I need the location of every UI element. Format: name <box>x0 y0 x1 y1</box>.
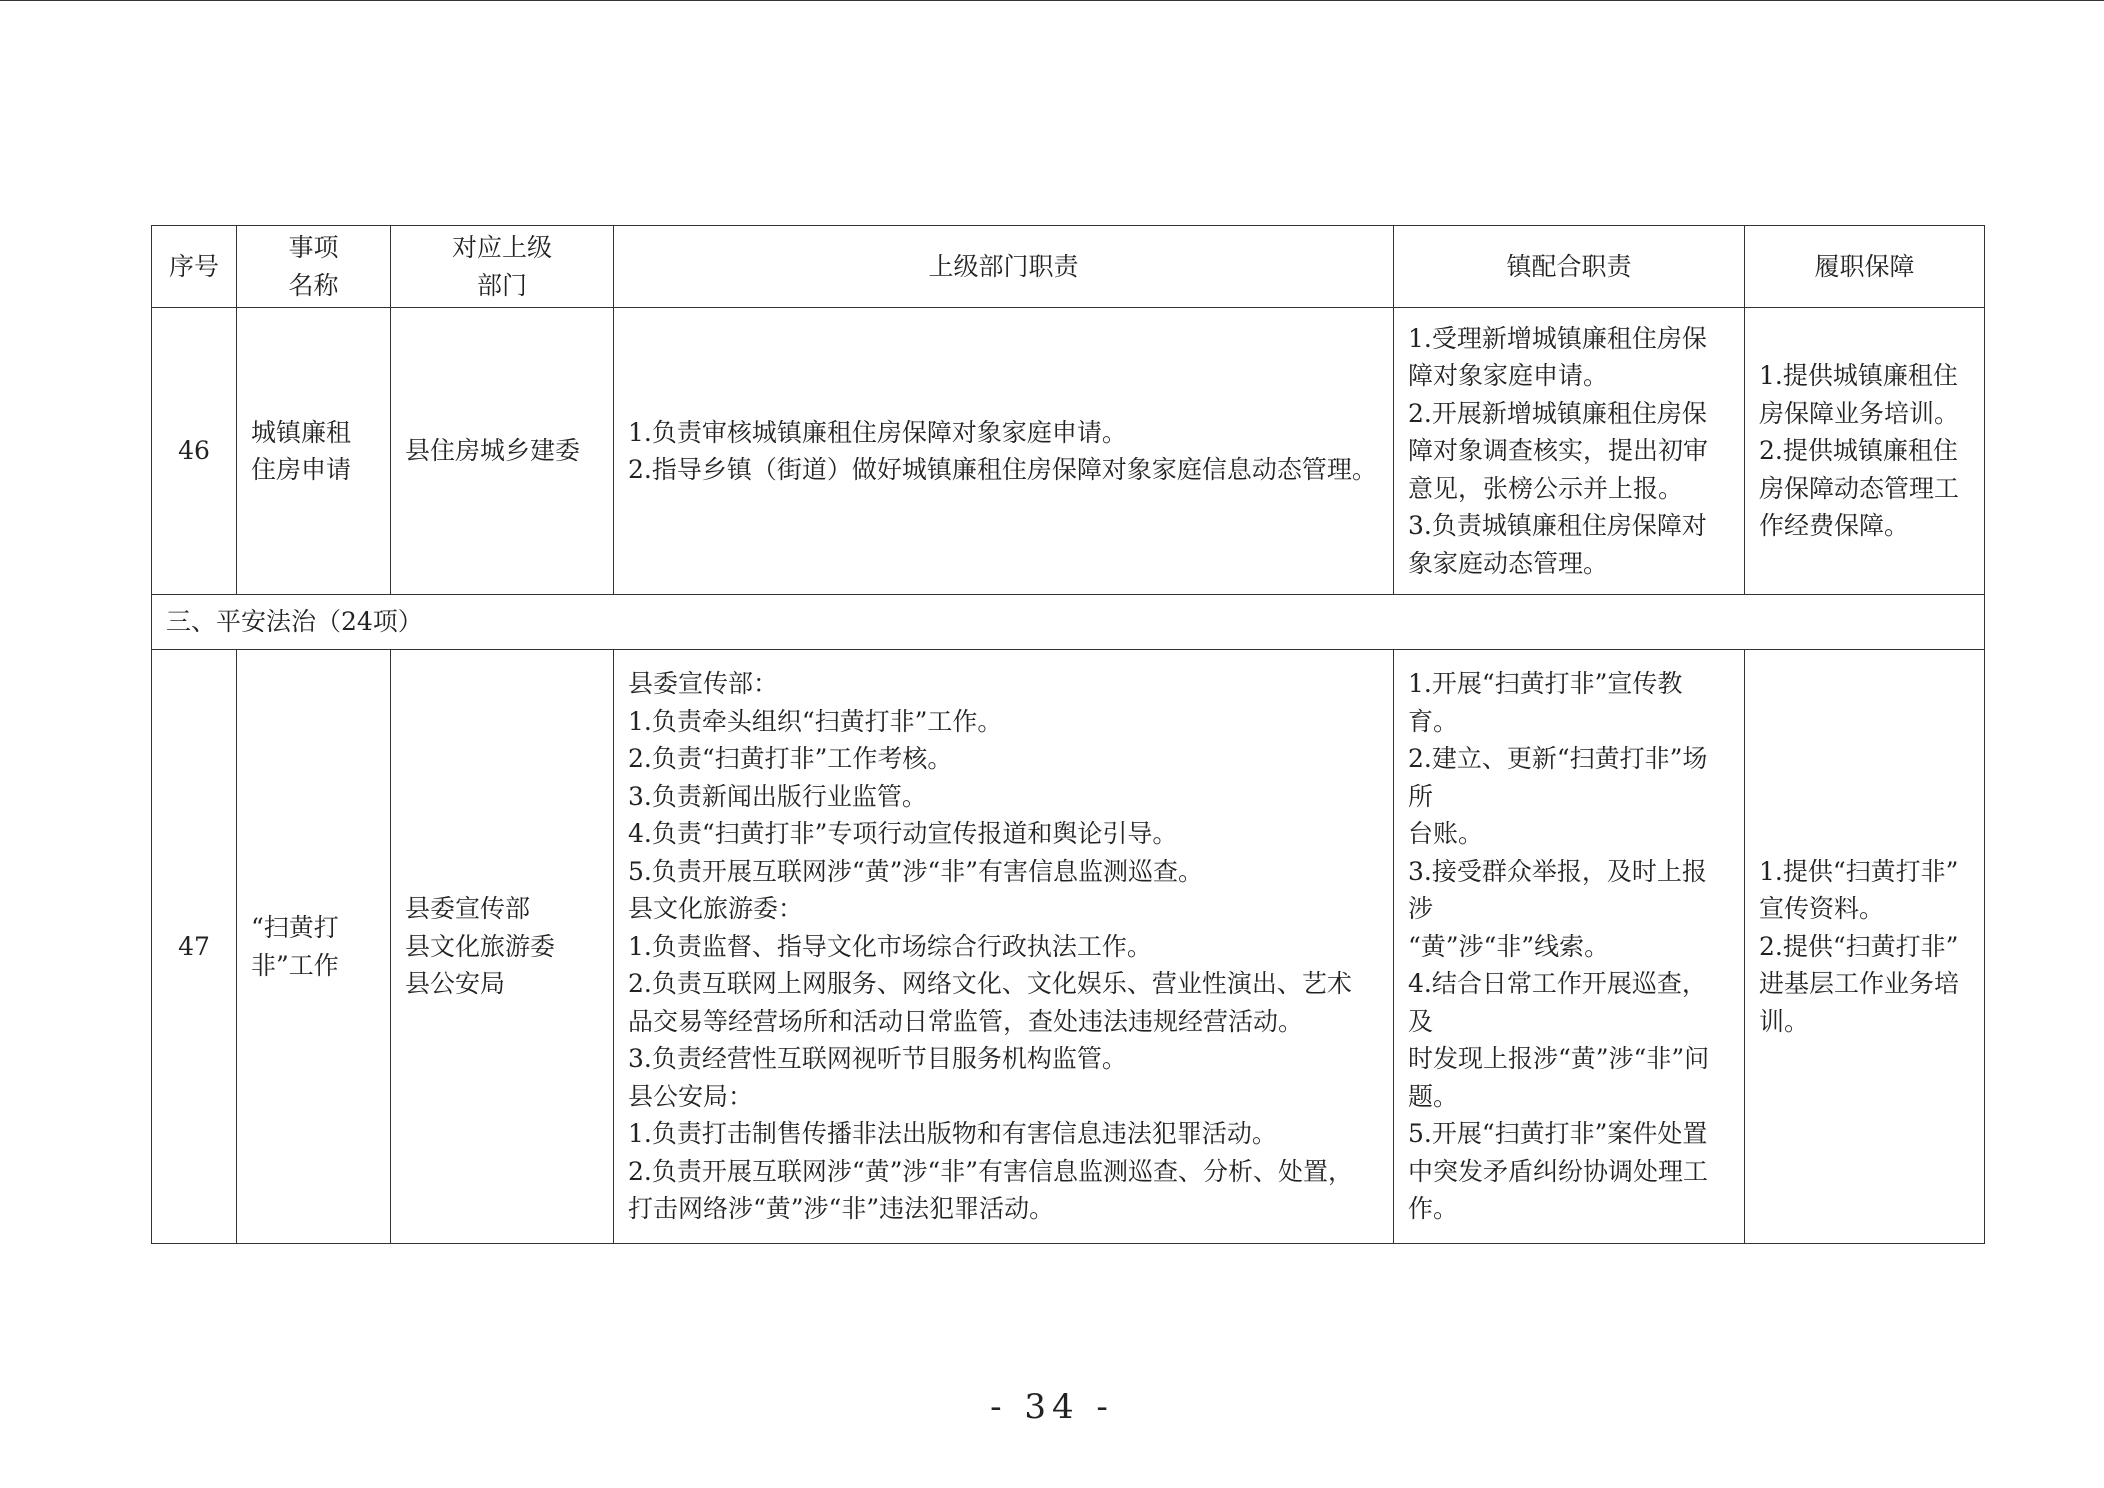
header-upper-dept <box>391 226 614 308</box>
text-line: 县文化旅游委 <box>405 931 556 961</box>
table-row <box>152 308 1985 595</box>
text-line: 意见，张榜公示并上报。 <box>1408 473 1684 503</box>
text-line: 4.结合日常工作开展巡查，及 <box>1408 969 1707 1036</box>
text-line: 上级部门职责 <box>928 251 1079 281</box>
header-item-name <box>237 226 391 308</box>
row-item-name <box>237 650 391 1244</box>
text-line: 障对象家庭申请。 <box>1408 361 1609 391</box>
text-line: 进基层工作业务培 <box>1759 969 1960 999</box>
text-line: 镇配合职责 <box>1506 251 1632 281</box>
text-line: “黄”涉“非”线索。 <box>1408 931 1610 961</box>
text-line: “扫黄打 <box>251 913 339 942</box>
header-town-duty <box>1394 226 1745 308</box>
row-item-name <box>237 308 391 595</box>
text-line: 1.负责监督、指导文化市场综合行政执法工作。 <box>628 931 1152 961</box>
text-line: 县公安局： <box>628 1081 754 1111</box>
text-line: 1.开展“扫黄打非”宣传教育。 <box>1408 669 1683 736</box>
table-row <box>152 650 1985 1244</box>
text-line: 5.开展“扫黄打非”案件处置 <box>1408 1119 1708 1149</box>
header-support <box>1745 226 1985 308</box>
text-line: 县委宣传部： <box>628 669 779 699</box>
text-line: 象家庭动态管理。 <box>1408 548 1609 578</box>
text-line: 作经费保障。 <box>1759 511 1910 541</box>
text-line: 1.负责审核城镇廉租住房保障对象家庭申请。 <box>628 417 1127 447</box>
row-upper-dept <box>391 308 614 595</box>
text-line: 城镇廉租 <box>251 417 352 447</box>
header-seq <box>152 226 237 308</box>
row-upper-duty <box>614 308 1394 595</box>
text-line: 名称 <box>288 270 339 300</box>
row-seq: 47 <box>152 650 237 1244</box>
text-line: 县住房城乡建委 <box>405 436 581 466</box>
text-line: 2.负责开展互联网涉“黄”涉“非”有害信息监测巡查、分析、处置， <box>628 1156 1353 1186</box>
header-upper-duty <box>614 226 1394 308</box>
text-line: 障对象调查核实，提出初审 <box>1408 436 1709 466</box>
section-row <box>152 595 1985 650</box>
text-line: 2.建立、更新“扫黄打非”场所 <box>1408 744 1708 811</box>
text-line: 2.负责“扫黄打非”工作考核。 <box>628 744 953 774</box>
text-line: 非”工作 <box>251 950 339 980</box>
text-line: 2.指导乡镇（街道）做好城镇廉租住房保障对象家庭信息动态管理。 <box>628 455 1377 484</box>
text-line: 品交易等经营场所和活动日常监管，查处违法违规经营活动。 <box>628 1006 1304 1036</box>
text-line: 事项 <box>288 233 339 262</box>
text-line: 时发现上报涉“黄”涉“非”问 <box>1408 1044 1710 1074</box>
page-number: - 34 - <box>990 1387 1114 1427</box>
text-line: 1.负责打击制售传播非法出版物和有害信息违法犯罪活动。 <box>628 1119 1277 1149</box>
row-town-duty <box>1394 308 1745 595</box>
text-line: 县公安局 <box>405 969 506 999</box>
row-support <box>1745 650 1985 1244</box>
text-line: 1.提供“扫黄打非” <box>1759 856 1959 886</box>
duty-table <box>151 225 1985 1244</box>
text-line: 宣传资料。 <box>1759 894 1885 924</box>
text-line: 2.开展新增城镇廉租住房保 <box>1408 398 1707 428</box>
text-line: 房保障业务培训。 <box>1759 398 1960 428</box>
text-line: 2.负责互联网上网服务、网络文化、文化娱乐、营业性演出、艺术 <box>628 969 1352 999</box>
row-seq: 46 <box>152 308 237 595</box>
text-line: 5.负责开展互联网涉“黄”涉“非”有害信息监测巡查。 <box>628 856 1203 886</box>
text-line: 中突发矛盾纠纷协调处理工 <box>1408 1156 1709 1186</box>
text-line: 3.负责新闻出版行业监管。 <box>628 781 927 811</box>
text-line: 住房申请 <box>251 455 352 484</box>
text-line: 4.负责“扫黄打非”专项行动宣传报道和舆论引导。 <box>628 819 1178 849</box>
text-line: 序号 <box>168 251 219 281</box>
text-line: 作。 <box>1408 1194 1459 1224</box>
text-line: 3.负责城镇廉租住房保障对 <box>1408 511 1707 541</box>
text-line: 台账。 <box>1408 819 1484 849</box>
text-line: 对应上级 <box>451 233 552 262</box>
header-row <box>152 226 1985 308</box>
text-line: 3.接受群众举报，及时上报涉 <box>1408 856 1707 924</box>
text-line: 题。 <box>1408 1081 1459 1111</box>
text-line: 打击网络涉“黄”涉“非”违法犯罪活动。 <box>628 1194 1055 1224</box>
row-town-duty <box>1394 650 1745 1244</box>
text-line: 训。 <box>1759 1006 1810 1036</box>
text-line: 1.负责牵头组织“扫黄打非”工作。 <box>628 706 1003 736</box>
text-line: 3.负责经营性互联网视听节目服务机构监管。 <box>628 1044 1127 1074</box>
section-title: 三、平安法治（24项） <box>152 595 1985 650</box>
text-line: 2.提供城镇廉租住 <box>1759 436 1958 466</box>
text-line: 房保障动态管理工 <box>1759 473 1960 503</box>
row-upper-dept <box>391 650 614 1244</box>
text-line: 部门 <box>476 270 527 300</box>
row-upper-duty <box>614 650 1394 1244</box>
text-line: 县委宣传部 <box>405 894 531 924</box>
text-line: 1.提供城镇廉租住 <box>1759 361 1958 391</box>
row-support <box>1745 308 1985 595</box>
text-line: 履职保障 <box>1814 251 1915 281</box>
text-line: 2.提供“扫黄打非” <box>1759 931 1959 961</box>
text-line: 1.受理新增城镇廉租住房保 <box>1408 323 1707 353</box>
text-line: 县文化旅游委： <box>628 894 804 924</box>
top-rule <box>0 0 2104 1</box>
